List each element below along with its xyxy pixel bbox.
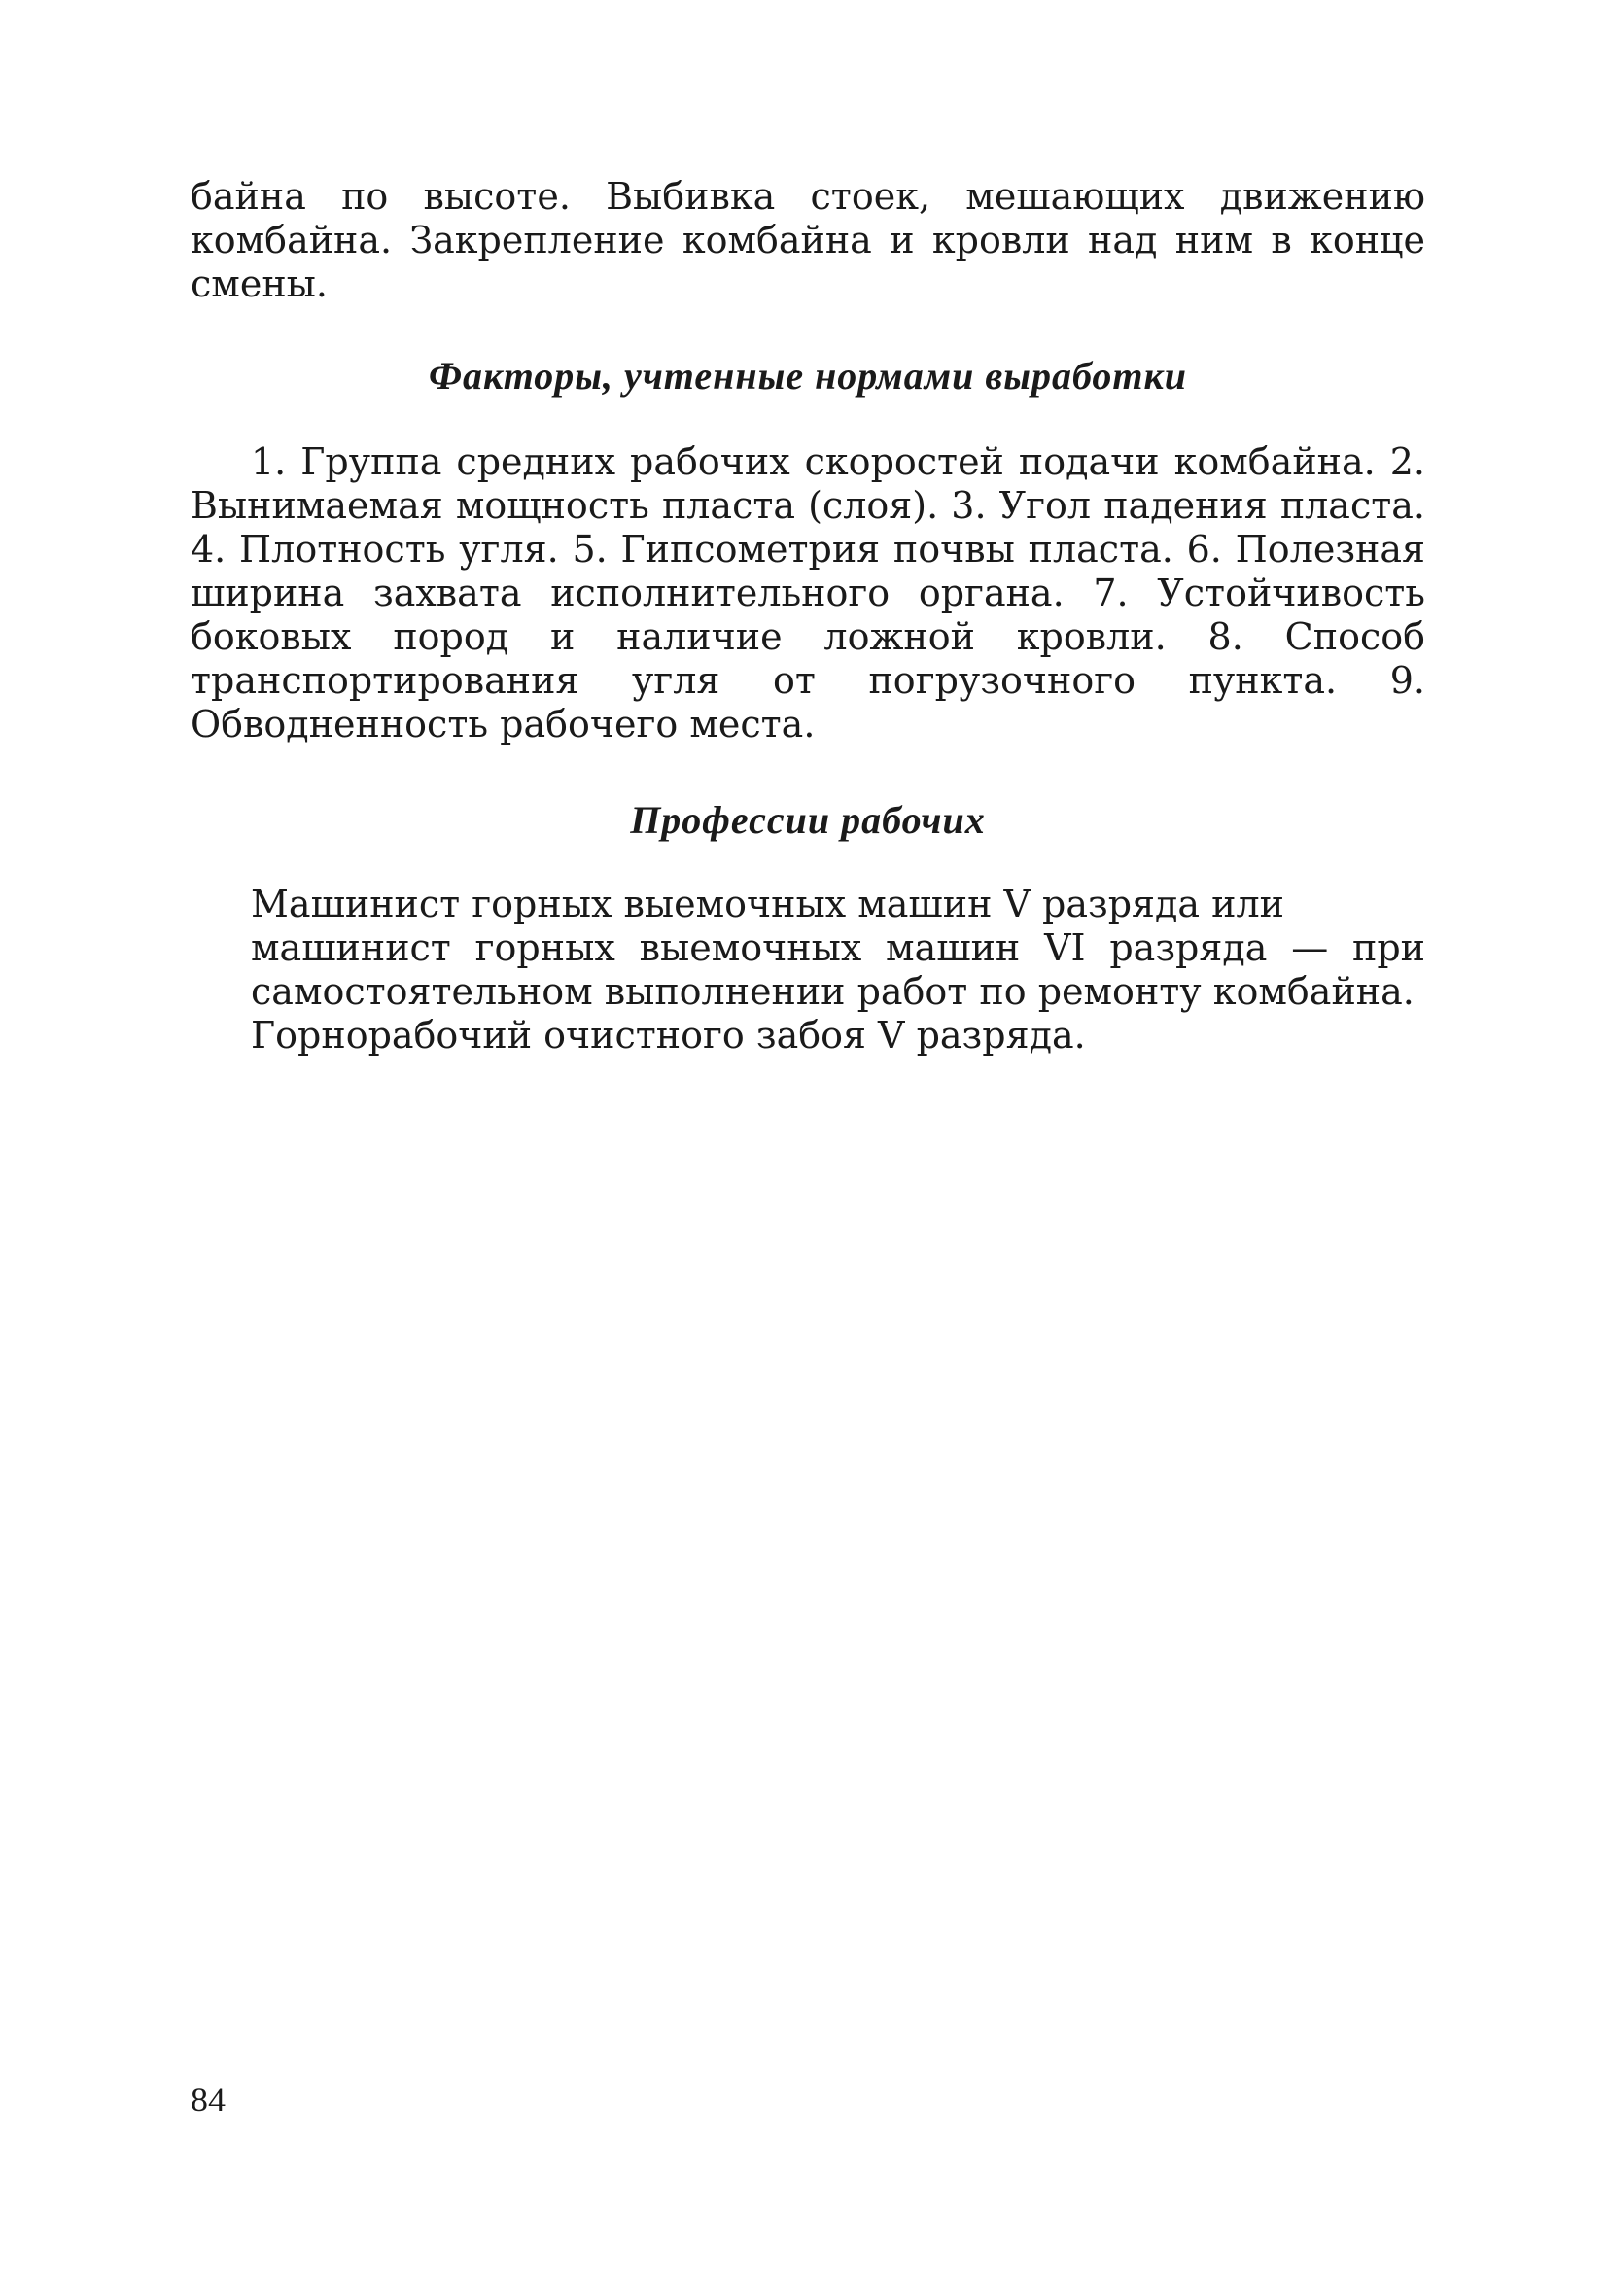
professions-list xyxy=(191,883,1425,1058)
factors-heading: Факторы, учтенные нормами выработки xyxy=(428,354,1188,398)
page-content xyxy=(191,175,1425,1058)
factors-paragraph: 1. Группа средних рабочих скоростей подачи комбайна. 2. Вынимаемая мощность пласта (слоя). 3. Угол падения пласта. 4. Плотность угля. 5. Гипсометрия почвы пласта. 6. Полезная ширина захвата исполнительного органа. 7. Устойчивость боковых пород и наличие ложной кровли. 8. Способ транспортирования угля от погрузочного пункта. 9. Обводненность рабочего места. xyxy=(191,440,1425,746)
profession-item: машинист горных выемочных машин VI разряда — при самостоятельном выполнении работ по ремонту комбайна. xyxy=(251,926,1425,1013)
profession-item: Машинист горных выемочных машин V разряда или xyxy=(251,883,1284,925)
page-number: 84 xyxy=(191,2080,226,2119)
professions-heading: Профессии рабочих xyxy=(630,798,986,842)
intro-paragraph: байна по высоте. Выбивка стоек, мешающих движению комбайна. Закрепление комбайна и кровли над ним в конце смены. xyxy=(191,175,1425,305)
profession-item: Горнорабочий очистного забоя V разряда. xyxy=(251,1014,1086,1057)
